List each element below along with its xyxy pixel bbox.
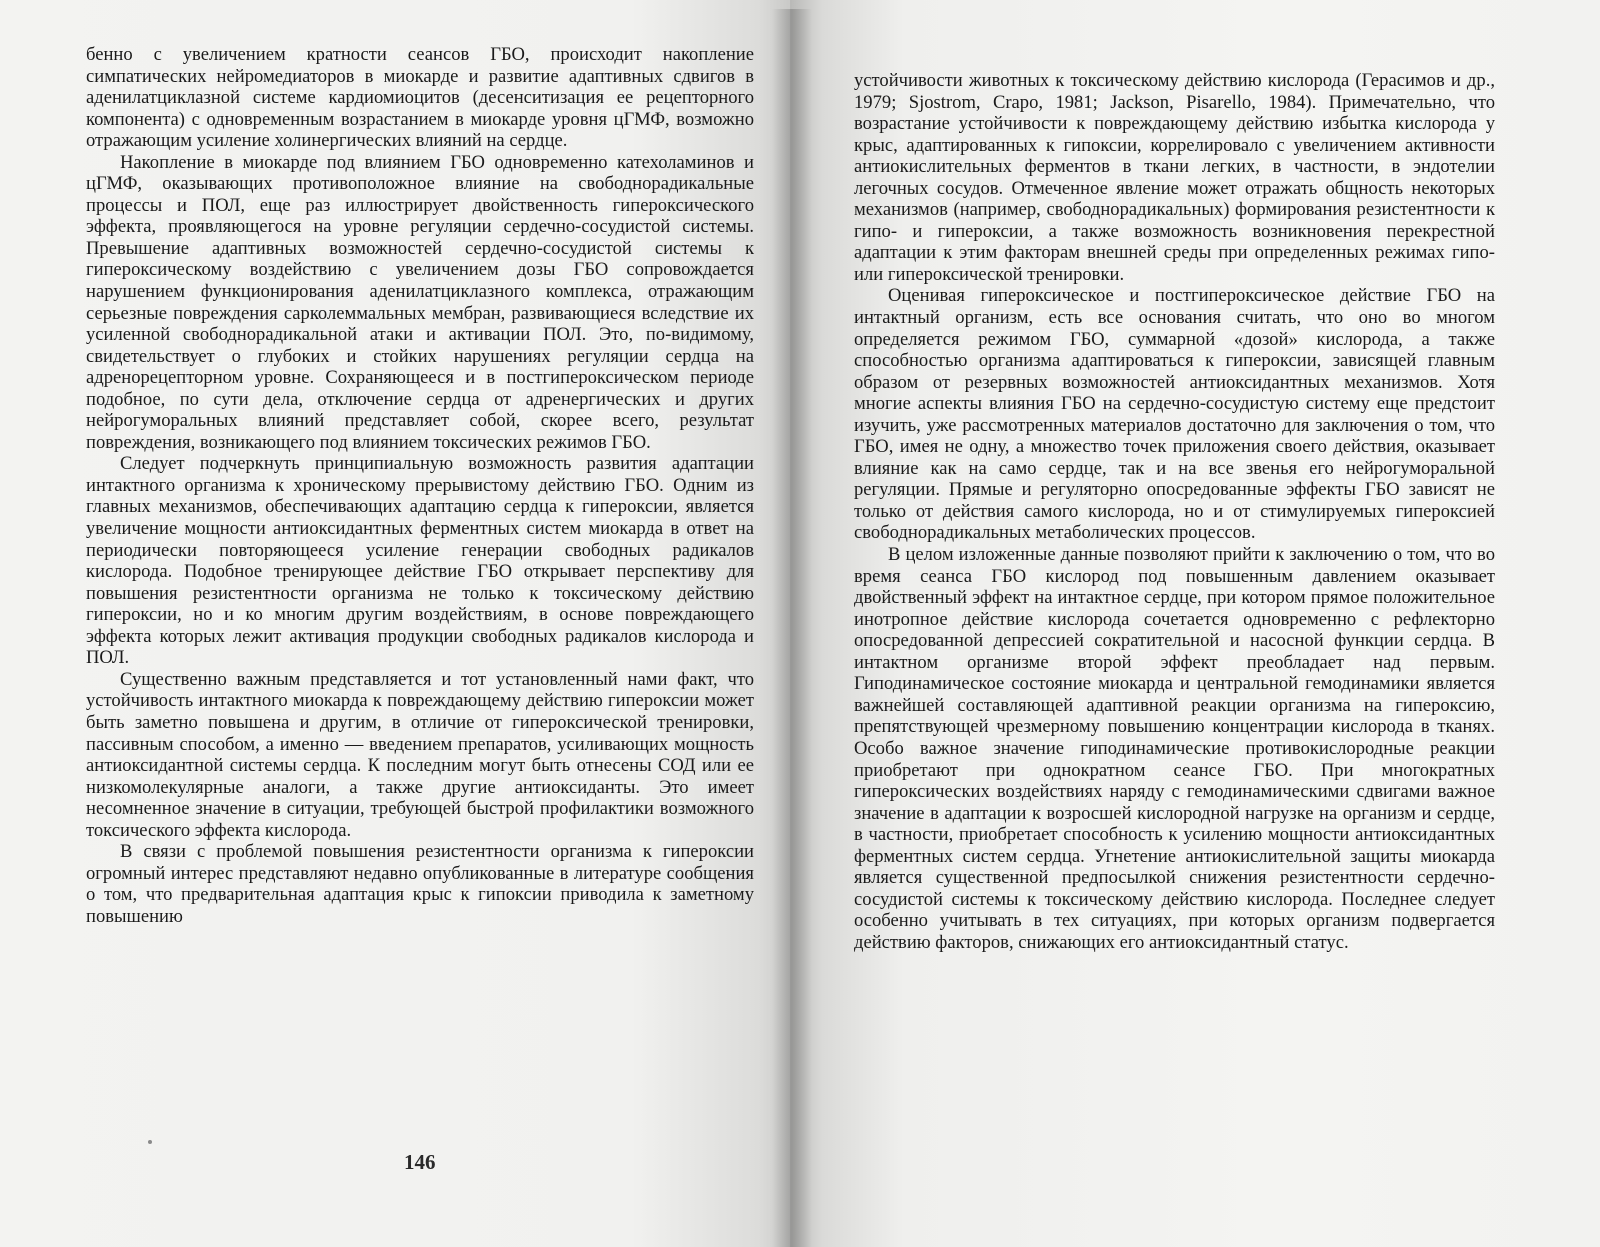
left-paragraph: бенно с увеличением кратности сеансов ГБО, происходит накопление симпатических нейромедиаторов в миокарде и развитие адаптивных сдвигов в аденилатциклазной системе кардиомиоцитов (десенситизация ее рецепторного компонента) с одновременным возрастанием в миокарде уровня цГМФ, возможно отражающим усиление холинергических влияний на сердце. [86,44,754,152]
left-paragraph: Накопление в миокарде под влиянием ГБО одновременно катехоламинов и цГМФ, оказывающих противоположное влияние на свободнорадикальные процессы и ПОЛ, еще раз иллюстрирует двойственность гипероксического эффекта, проявляющегося на уровне регуляции сердечно-сосудистой системы. Превышение адаптивных возможностей сердечно-сосудистой системы к гипероксическому воздействию с увеличением дозы ГБО сопровождается нарушением функционирования аденилатциклазного комплекса, отражающим серьезные повреждения сарколеммальных мембран, развивающиеся вследствие их усиленной свободнорадикальной атаки и активации ПОЛ. Это, по-видимому, свидетельствует о глубоких и стойких нарушениях регуляции сердца на адренорецепторном уровне. Сохраняющееся и в постгипероксическом периоде подобное, по сути дела, отключение сердца от адренергических и других нейрогуморальных влияний представляет собой, скорее всего, результат повреждения, возникающего под влиянием токсических режимов ГБО. [86,151,754,453]
left-paragraph: Следует подчеркнуть принципиальную возможность развития адаптации интактного организма к хроническому прерывистому действию ГБО. Одним из главных механизмов, обеспечивающих адаптацию сердца к гипероксии, является увеличение мощности антиоксидантных ферментных систем миокарда в ответ на периодически повторяющееся усиление генерации свободных радикалов кислорода. Подобное тренирующее действие ГБО открывает перспективу для повышения резистентности организма не только к токсическому действию гипероксии, но и ко многим другим воздействиям, в основе повреждающего эффекта которых лежит активация продукции свободных радикалов кислорода и ПОЛ. [86,453,754,669]
page-number: 146 [404,1150,436,1174]
left-paragraph: Существенно важным представляется и тот установленный нами факт, что устойчивость интактного миокарда к повреждающему действию гипероксии может быть заметно повышена и другим, в отличие от гипероксической тренировки, пассивным способом, а именно — введением препаратов, усиливающих мощность антиоксидантной системы сердца. К последним могут быть отнесены СОД или ее низкомолекулярные аналоги, а также другие антиоксиданты. Это имеет несомненное значение в ситуации, требующей быстрой профилактики возможного токсического эффекта кислорода. [86,668,754,841]
left-paragraph: В связи с проблемой повышения резистентности организма к гипероксии огромный интерес представляют недавно опубликованные в литературе сообщения о том, что предварительная адаптация крыс к гипоксии приводила к заметному повышению [86,841,754,927]
paper-speck [148,1140,152,1144]
right-page-text [854,70,1495,953]
right-paragraph: устойчивости животных к токсическому действию кислорода (Герасимов и др., 1979; Sjostrom, Crapo, 1981; Jackson, Pisarello, 1984). Примечательно, что возрастание устойчивости к повреждающему действию избытка кислорода у крыс, адаптированных к гипоксии, коррелировало с увеличением активности антиокислительных ферментов в ткани легких, в частности, в эндотелии легочных сосудов. Отмеченное явление может отражать общность некоторых механизмов (например, свободнорадикальных) формирования резистентности к гипо- и гипероксии, а также возможность возникновения перекрестной адаптации к этим факторам внешней среды при определенных режимах гипо- или гипероксической тренировки. [854,70,1495,285]
right-paragraph: Оценивая гипероксическое и постгипероксическое действие ГБО на интактный организм, есть все основания считать, что оно во многом определяется режимом ГБО, суммарной «дозой» кислорода, а также способностью организма адаптироваться к гипероксии, зависящей главным образом от резервных возможностей антиоксидантных механизмов. Хотя многие аспекты влияния ГБО на сердечно-сосудистую систему еще предстоит изучить, уже рассмотренных материалов достаточно для заключения о том, что ГБО, имея не одну, а множество точек приложения своего действия, оказывает влияние как на само сердце, так и на все звенья его нейрогуморальной регуляции. Прямые и регуляторно опосредованные эффекты ГБО зависят не только от действия самого кислорода, но и от стимулируемых гипероксией свободнорадикальных метаболических процессов. [854,285,1495,544]
left-page [0,0,790,1247]
left-page-text [86,44,754,927]
book-gutter-shadow [772,9,812,1247]
right-paragraph: В целом изложенные данные позволяют прийти к заключению о том, что во время сеанса ГБО кислород под повышенным давлением оказывает двойственный эффект на интактное сердце, при котором прямое положительное инотропное действие кислорода сочетается одновременно с рефлекторно опосредованной депрессией сократительной и насосной функции сердца. В интактном организме второй эффект преобладает над первым. Гиподинамическое состояние миокарда и центральной гемодинамики является важнейшей составляющей адаптивной реакции организма на гипероксию, препятствующей чрезмерному повышению концентрации кислорода в тканях. Особо важное значение гиподинамические противокислородные реакции приобретают при однократном сеансе ГБО. При многократных гипероксических воздействиях наряду с гемодинамическими сдвигами важное значение в адаптации к возросшей кислородной нагрузке на организм и сердце, в частности, приобретает способность к усилению мощности антиоксидантных ферментных систем сердца. Угнетение антиокислительной защиты миокарда является существенной предпосылкой снижения резистентности сердечно-сосудистой системы к токсическому действию кислорода. Последнее следует особенно учитывать в тех ситуациях, при которых организм подвергается действию факторов, снижающих его антиоксидантный статус. [854,544,1495,953]
